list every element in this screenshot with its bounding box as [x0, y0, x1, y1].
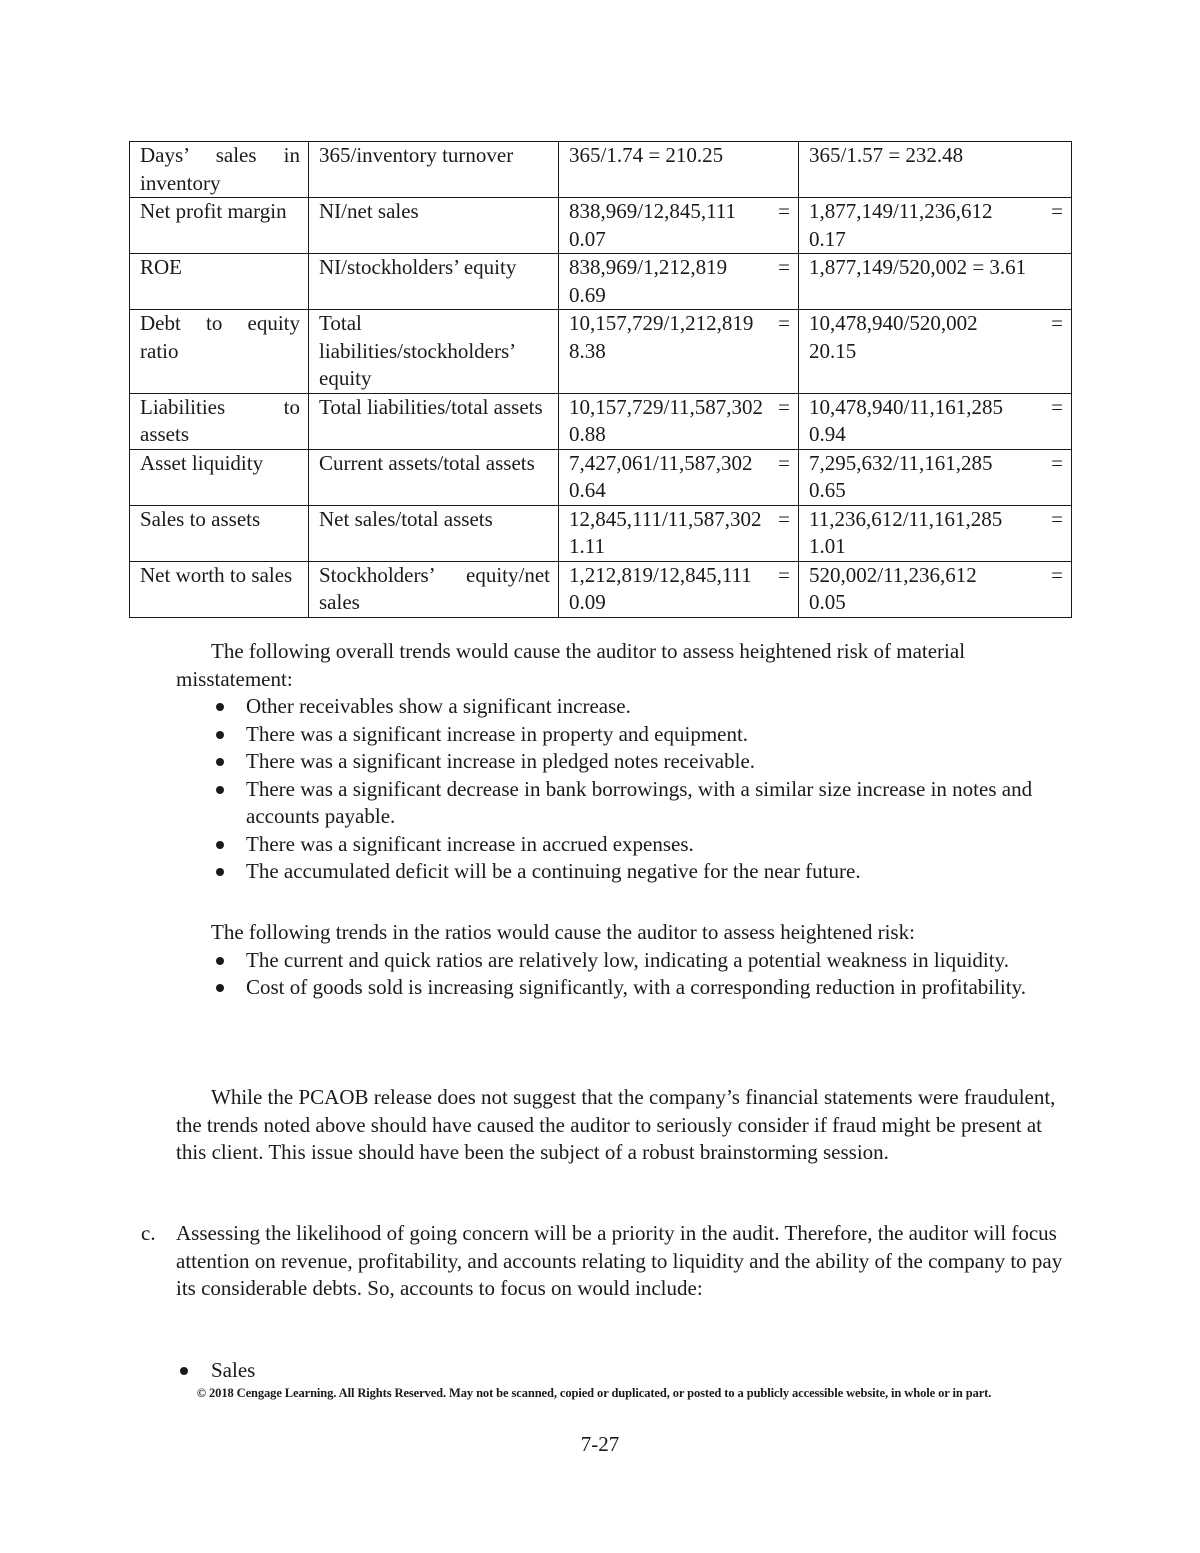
year1-cell: 838,969/12,845,111 = 0.07	[559, 198, 799, 254]
year2-cell: 520,002/11,236,612 = 0.05	[799, 561, 1072, 617]
year1-cell: 365/1.74 = 210.25	[559, 142, 799, 198]
year1-cell: 7,427,061/11,587,302 = 0.64	[559, 449, 799, 505]
ratio-name-cell: Net profit margin	[130, 198, 309, 254]
formula-cell: Total liabilities/stockholders’ equity	[309, 310, 559, 394]
list-item: There was a significant increase in accrued expenses.	[176, 831, 1066, 859]
table-row	[130, 254, 1072, 310]
ratio-name-cell: Asset liquidity	[130, 449, 309, 505]
year1-cell: 10,157,729/11,587,302 = 0.88	[559, 393, 799, 449]
bullet-icon	[180, 1367, 188, 1375]
table-row	[130, 449, 1072, 505]
formula-cell: NI/net sales	[309, 198, 559, 254]
section-c	[141, 1220, 1066, 1303]
overall-trends-section	[176, 638, 1066, 886]
year2-cell: 1,877,149/11,236,612 = 0.17	[799, 198, 1072, 254]
list-item: The accumulated deficit will be a continuing negative for the near future.	[176, 858, 1066, 886]
year2-cell: 365/1.57 = 232.48	[799, 142, 1072, 198]
year1-cell: 1,212,819/12,845,111 = 0.09	[559, 561, 799, 617]
table-row	[130, 310, 1072, 394]
list-item: There was a significant increase in pledged notes receivable.	[176, 748, 1066, 776]
ratio-trends-list	[176, 947, 1066, 1002]
formula-cell: Current assets/total assets	[309, 449, 559, 505]
year1-cell: 12,845,111/11,587,302 = 1.11	[559, 505, 799, 561]
list-item: Cost of goods sold is increasing significantly, with a corresponding reduction in profitability.	[176, 974, 1066, 1002]
year2-cell: 10,478,940/520,002 = 20.15	[799, 310, 1072, 394]
ratio-table	[129, 141, 1072, 618]
table-row	[130, 198, 1072, 254]
list-item: There was a significant decrease in bank borrowings, with a similar size increase in notes and accounts payable.	[176, 776, 1066, 831]
fraud-paragraph-section	[176, 1084, 1066, 1167]
year2-cell: 7,295,632/11,161,285 = 0.65	[799, 449, 1072, 505]
ratio-name-cell: Debt to equity ratio	[130, 310, 309, 394]
ratio-trends-section	[176, 919, 1066, 1002]
list-item	[176, 1357, 255, 1385]
formula-cell: Net sales/total assets	[309, 505, 559, 561]
ratio-name-cell: Sales to assets	[130, 505, 309, 561]
ratio-name-cell: Liabilities to assets	[130, 393, 309, 449]
year2-cell: 11,236,612/11,161,285 = 1.01	[799, 505, 1072, 561]
formula-cell: Stockholders’ equity/net sales	[309, 561, 559, 617]
list-item: The current and quick ratios are relatively low, indicating a potential weakness in liquidity.	[176, 947, 1066, 975]
sales-item-text: Sales	[211, 1358, 256, 1382]
fraud-paragraph: While the PCAOB release does not suggest that the company’s financial statements were fraudulent, the trends noted above should have caused the auditor to seriously consider if fraud might be present at this client. This issue should have been the subject of a robust brainstorming session.	[176, 1085, 1056, 1164]
year1-cell: 838,969/1,212,819 = 0.69	[559, 254, 799, 310]
overall-trends-list	[176, 693, 1066, 886]
year2-cell: 10,478,940/11,161,285 = 0.94	[799, 393, 1072, 449]
list-item: There was a significant increase in property and equipment.	[176, 721, 1066, 749]
section-c-text: Assessing the likelihood of going concern will be a priority in the audit. Therefore, the auditor will focus attention on revenue, profitability, and accounts relating to liquidity and the ability of the company to pay its considerable debts. So, accounts to focus on would include:	[176, 1221, 1063, 1300]
ratio-name-cell: Days’ sales in inventory	[130, 142, 309, 198]
ratio-name-cell: Net worth to sales	[130, 561, 309, 617]
table-row	[130, 561, 1072, 617]
list-item: Other receivables show a significant increase.	[176, 693, 1066, 721]
formula-cell: NI/stockholders’ equity	[309, 254, 559, 310]
table-row	[130, 393, 1072, 449]
ratio-trends-intro: The following trends in the ratios would cause the auditor to assess heightened risk:	[211, 920, 915, 944]
table-row	[130, 505, 1072, 561]
overall-trends-intro: The following overall trends would cause the auditor to assess heightened risk of material misstatement:	[176, 639, 966, 691]
copyright-footer: © 2018 Cengage Learning. All Rights Reserved. May not be scanned, copied or duplicated, or posted to a publicly accessible website, in whole or in part.	[196, 1386, 992, 1400]
formula-cell: Total liabilities/total assets	[309, 393, 559, 449]
table-row	[130, 142, 1072, 198]
page-number: 7-27	[580, 1432, 620, 1456]
formula-cell: 365/inventory turnover	[309, 142, 559, 198]
year2-cell: 1,877,149/520,002 = 3.61	[799, 254, 1072, 310]
year1-cell: 10,157,729/1,212,819 = 8.38	[559, 310, 799, 394]
ratio-name-cell: ROE	[130, 254, 309, 310]
section-c-marker: c.	[141, 1221, 156, 1245]
